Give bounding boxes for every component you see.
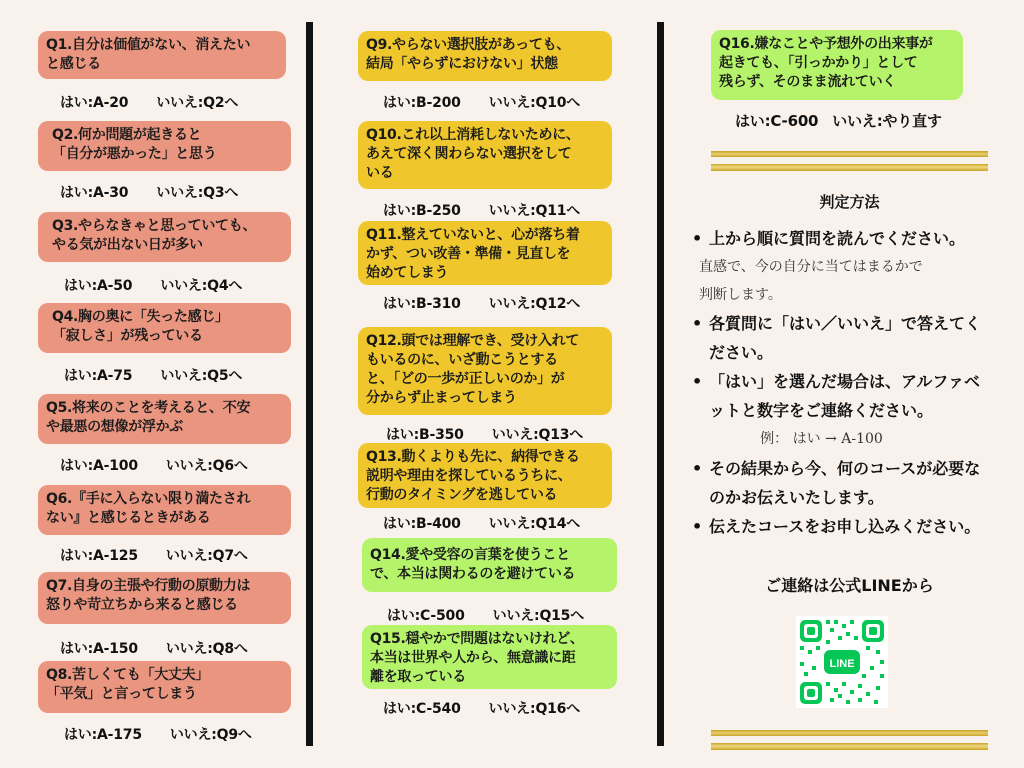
- answer-yes: はい:B-200: [383, 95, 461, 111]
- question-5-line: や最悪の想像が浮かぶ: [46, 419, 183, 435]
- instruction-note: [689, 253, 994, 309]
- question-16-line: 残らず、そのまま流れていく: [719, 74, 896, 90]
- question-8-line: Q8.苦しくても「大丈夫」: [46, 667, 210, 683]
- question-9-line: Q9.やらない選択肢があっても、: [366, 37, 571, 53]
- answer-9: [383, 92, 580, 112]
- answer-3: [64, 275, 242, 295]
- instruction-text: 上から順に質問を読んでください。: [709, 229, 966, 248]
- question-9: [358, 31, 612, 81]
- answer-yes: はい:A-150: [60, 641, 138, 657]
- answer-yes: はい:A-75: [64, 368, 133, 384]
- question-5-line: Q5.将来のことを考えると、不安: [46, 400, 251, 416]
- question-15-line: 本当は世界や人から、無意識に距: [370, 650, 576, 666]
- question-2-line: Q2.何か問題が起きると: [52, 127, 202, 143]
- answer-no: いいえ:Q14へ: [488, 516, 581, 532]
- answer-10: [383, 200, 580, 220]
- answer-12: [386, 424, 583, 444]
- instruction-item: [689, 309, 994, 367]
- answer-yes: はい:B-310: [383, 296, 461, 312]
- question-4-line: Q4.胸の奥に「失った感じ」: [52, 309, 229, 325]
- question-13-line: 説明や理由を探しているうちに、: [366, 468, 572, 484]
- instruction-item: [689, 367, 994, 425]
- answer-1: [60, 92, 238, 112]
- answer-no: いいえ:Q11へ: [488, 203, 581, 219]
- answer-yes: はい:A-100: [60, 458, 138, 474]
- question-3-line: やる気が出ない日が多い: [52, 237, 203, 253]
- answer-yes: はい:B-250: [383, 203, 461, 219]
- gold-divider-top: [711, 151, 988, 171]
- answer-no: いいえ:やり直す: [832, 112, 942, 130]
- question-11-line: 始めてしまう: [366, 265, 449, 281]
- question-7-line: Q7.自身の主張や行動の原動力は: [46, 578, 251, 594]
- question-8-line: 「平気」と言ってしまう: [46, 686, 197, 702]
- answer-yes: はい:A-175: [64, 727, 142, 743]
- instructions-list: [689, 224, 994, 541]
- question-10: [358, 121, 612, 189]
- question-15-line: 離を取っている: [370, 669, 466, 685]
- instruction-item: [689, 512, 994, 541]
- answer-no: いいえ:Q7へ: [165, 548, 248, 564]
- question-2: [38, 121, 291, 171]
- question-6: [38, 485, 291, 535]
- question-13: [358, 443, 612, 508]
- question-10-line: いる: [366, 165, 394, 181]
- line-qr-code[interactable]: [796, 616, 888, 708]
- answer-11: [383, 293, 580, 313]
- answer-yes: はい:A-50: [64, 278, 133, 294]
- question-16: [711, 30, 963, 100]
- answer-yes: はい:A-20: [60, 95, 129, 111]
- question-2-line: 「自分が悪かった」と思う: [52, 146, 217, 162]
- answer-no: いいえ:Q9へ: [169, 727, 252, 743]
- question-3-line: Q3.やらなきゃと思っていても、: [52, 218, 257, 234]
- answer-8: [64, 724, 252, 744]
- question-5: [38, 394, 291, 444]
- answer-yes: はい:A-30: [60, 185, 129, 201]
- question-13-line: 行動のタイミングを逃している: [366, 487, 558, 503]
- answer-yes: はい:B-350: [386, 427, 464, 443]
- question-12-line: 分からず止まってしまう: [366, 390, 517, 406]
- instruction-text: その結果から今、何のコースが必要なのかお伝えいたします。: [709, 459, 981, 507]
- instruction-note-line: 判断します。: [699, 287, 782, 303]
- instruction-item: [689, 224, 994, 253]
- question-12: [358, 327, 612, 415]
- answer-4: [64, 365, 242, 385]
- question-10-line: Q10.これ以上消耗しないために、: [366, 127, 580, 143]
- instruction-text: 各質問に「はい／いいえ」で答えてください。: [709, 314, 982, 362]
- answer-no: いいえ:Q6へ: [165, 458, 248, 474]
- answer-no: いいえ:Q15へ: [492, 608, 585, 624]
- answer-yes: はい:C-500: [387, 608, 465, 624]
- question-1-line: Q1.自分は価値がない、消えたい: [46, 37, 251, 53]
- answer-no: いいえ:Q2へ: [156, 95, 239, 111]
- answer-yes: はい:A-125: [60, 548, 138, 564]
- answer-no: いいえ:Q8へ: [165, 641, 248, 657]
- answer-yes: はい:B-400: [383, 516, 461, 532]
- method-title: 判定方法: [819, 193, 880, 211]
- contact-line: ご連絡は公式LINEから: [765, 576, 934, 595]
- instruction-text: 「はい」を選んだ場合は、アルファベットと数字をご連絡ください。: [709, 372, 981, 420]
- answer-yes: はい:C-600: [735, 112, 819, 130]
- question-1-line: と感じる: [46, 56, 101, 72]
- qr-line-label: LINE: [829, 658, 855, 670]
- example-note: 例： はい → A-100: [760, 431, 883, 447]
- question-12-line: Q12.頭では理解でき、受け入れて: [366, 333, 580, 349]
- question-14-line: で、本当は関わるのを避けている: [370, 566, 576, 582]
- question-6-line: ない』と感じるときがある: [46, 510, 211, 526]
- question-1: [38, 31, 286, 79]
- answer-2: [60, 182, 238, 202]
- question-15: [362, 625, 617, 689]
- answer-no: いいえ:Q16へ: [488, 701, 581, 717]
- question-6-line: Q6.『手に入らない限り満たされ: [46, 491, 251, 507]
- instruction-text: 伝えたコースをお申し込みください。: [709, 517, 981, 536]
- question-14: [362, 538, 617, 592]
- column-divider-right: [657, 22, 664, 746]
- question-13-line: Q13.動くよりも先に、納得できる: [366, 449, 580, 465]
- instruction-item: [689, 454, 994, 512]
- question-4: [38, 303, 291, 353]
- question-3: [38, 212, 291, 262]
- question-9-line: 結局「やらずにおけない」状態: [366, 56, 558, 72]
- answer-13: [383, 513, 580, 533]
- question-12-line: と、「どの一歩が正しいのか」が: [366, 371, 565, 387]
- answer-7: [60, 638, 248, 658]
- gold-divider-bottom: [711, 730, 988, 750]
- question-12-line: もいるのに、いざ動こうとする: [366, 352, 558, 368]
- instruction-note-line: 直感で、今の自分に当てはまるかで: [699, 259, 923, 275]
- answer-6: [60, 545, 248, 565]
- question-11: [358, 221, 612, 285]
- answer-no: いいえ:Q13へ: [491, 427, 584, 443]
- question-10-line: あえて深く関わらない選択をして: [366, 146, 572, 162]
- answer-15: [383, 698, 580, 718]
- answer-no: いいえ:Q12へ: [488, 296, 581, 312]
- answer-16: [735, 110, 942, 131]
- qr-code-graphic: [796, 616, 888, 708]
- answer-5: [60, 455, 248, 475]
- answer-no: いいえ:Q3へ: [156, 185, 239, 201]
- answer-no: いいえ:Q4へ: [160, 278, 243, 294]
- question-4-line: 「寂しさ」が残っている: [52, 328, 203, 344]
- column-divider-left: [306, 22, 313, 746]
- answer-yes: はい:C-540: [383, 701, 461, 717]
- question-16-line: 起きても、「引っかかり」として: [719, 55, 918, 71]
- answer-14: [387, 605, 584, 625]
- question-16-line: Q16.嫌なことや予想外の出来事が: [719, 36, 933, 52]
- question-8: [38, 661, 291, 713]
- question-11-line: Q11.整えていないと、心が落ち着: [366, 227, 580, 243]
- question-7: [38, 572, 291, 624]
- question-7-line: 怒りや苛立ちから来ると感じる: [46, 597, 238, 613]
- answer-no: いいえ:Q5へ: [160, 368, 243, 384]
- question-15-line: Q15.穏やかで問題はないけれど、: [370, 631, 584, 647]
- question-14-line: Q14.愛や受容の言葉を使うこと: [370, 547, 570, 563]
- question-11-line: かず、つい改善・準備・見直しを: [366, 246, 571, 262]
- answer-no: いいえ:Q10へ: [488, 95, 581, 111]
